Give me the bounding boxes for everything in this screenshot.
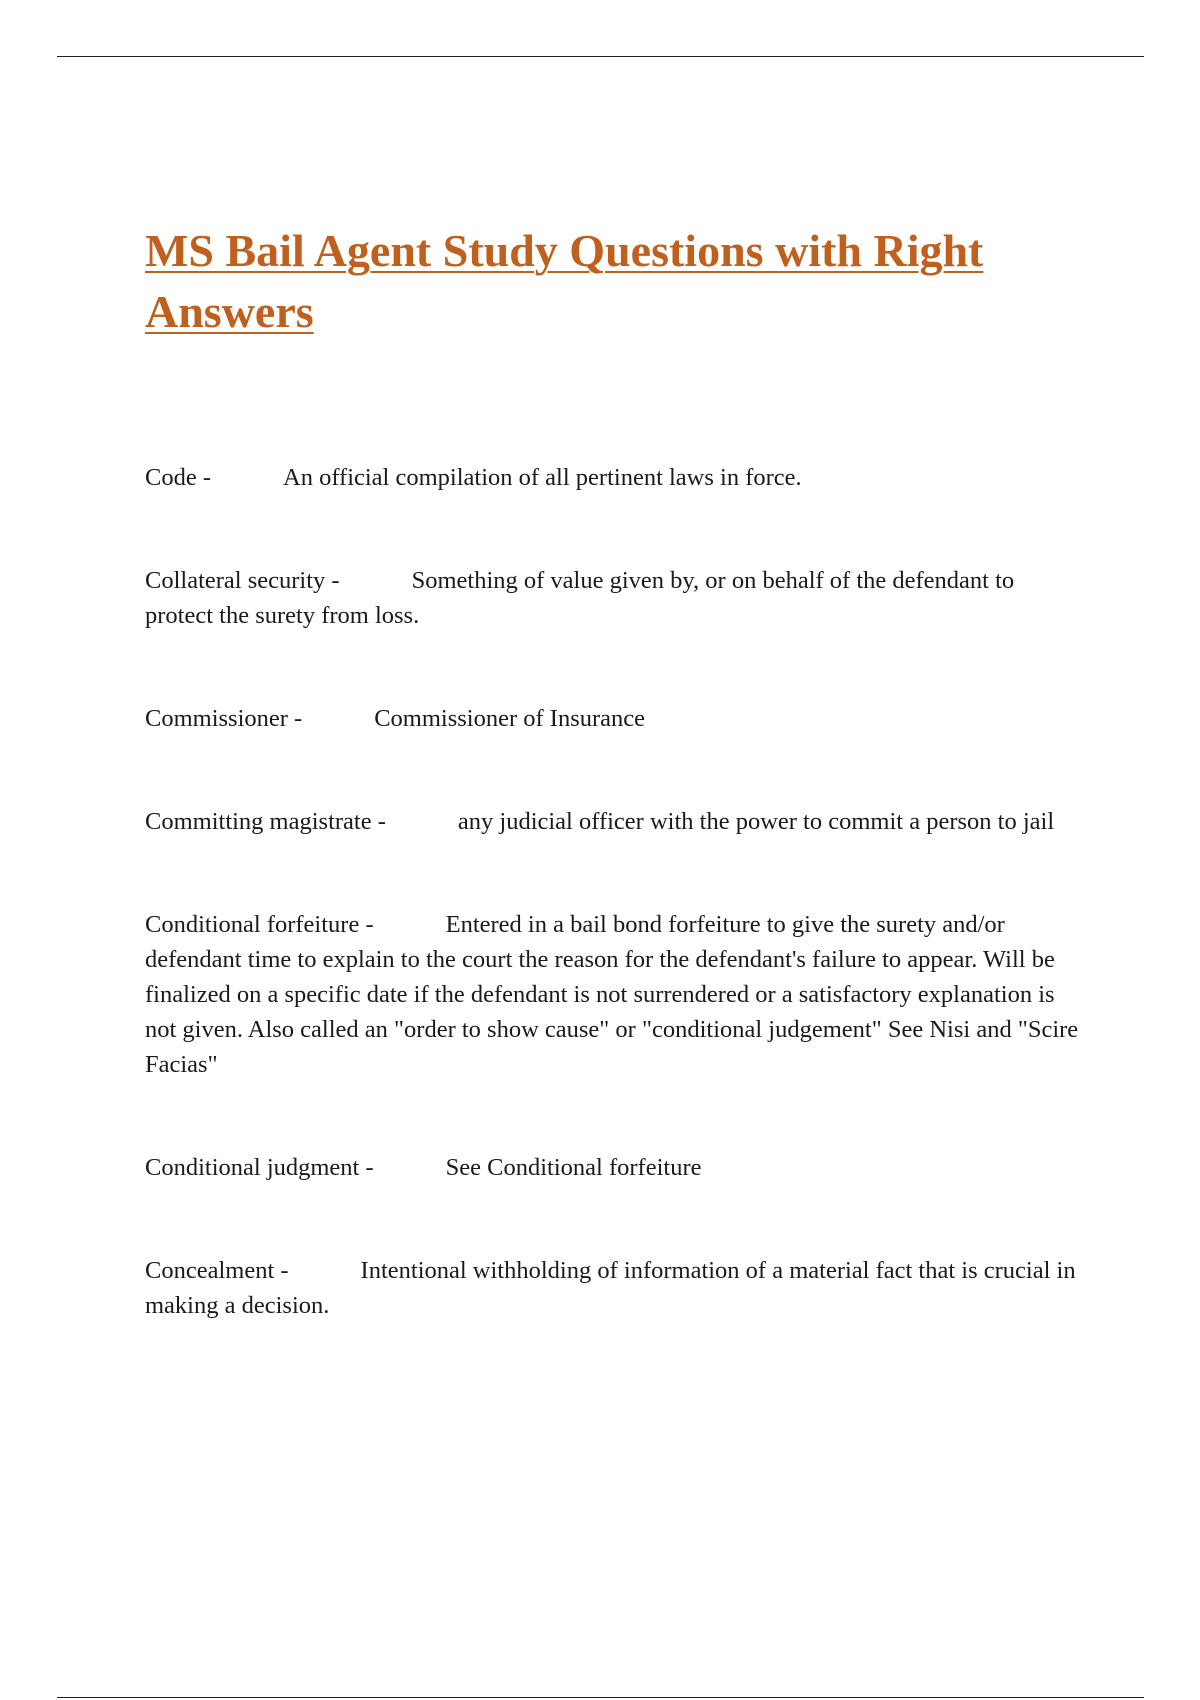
header-rule [57,56,1144,57]
entry-term: Conditional forfeiture - [145,911,374,938]
entry-definition: Something of value given by, or on behalf of the defendant to protect the surety from loss. [145,567,1015,629]
entry-term: Conditional judgment - [145,1154,374,1181]
glossary-entry [145,907,1087,1082]
entry-definition: Commissioner of Insurance [374,705,646,732]
entry-definition: An official compilation of all pertinent laws in force. [283,464,802,491]
glossary-list [145,460,1087,1323]
entry-definition: See Conditional forfeiture [445,1154,702,1181]
entry-term: Code - [145,464,211,491]
entry-term: Committing magistrate - [145,808,386,835]
glossary-entry [145,804,1087,839]
entry-definition: Intentional withholding of information of a material fact that is crucial in making a decision. [145,1257,1076,1319]
glossary-entry [145,563,1087,633]
entry-term: Concealment - [145,1257,289,1284]
footer-rule [57,1697,1144,1698]
document-title: MS Bail Agent Study Questions with Right Answers [145,225,984,337]
glossary-entry [145,1253,1087,1323]
glossary-entry [145,701,1087,736]
glossary-entry [145,1150,1087,1185]
entry-definition: any judicial officer with the power to commit a person to jail [457,808,1055,835]
entry-definition: Entered in a bail bond forfeiture to give the surety and/or defendant time to explain to the court the reason for the defendant's failure to appear. Will be finalized on a specific date if the defendant is not surrendered or a satisfactory explanation is not given. Also called an "order to show cause" or "conditional judgement" See Nisi and "Scire Facias" [145,911,1079,1078]
entry-term: Commissioner - [145,705,303,732]
entry-term: Collateral security - [145,567,340,594]
glossary-entry [145,460,1087,495]
